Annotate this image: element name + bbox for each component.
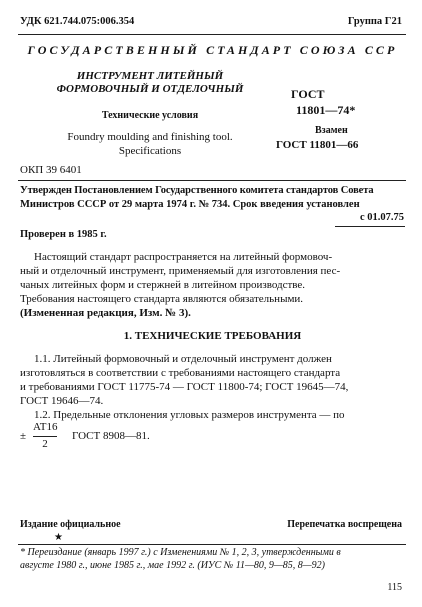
approval-date-underline (335, 226, 405, 227)
formula-reference: ГОСТ 8908—81. (72, 430, 150, 442)
approval-date: с 01.07.75 (359, 212, 404, 223)
group-code: Группа Г21 (347, 16, 402, 27)
title-block-rule (18, 180, 406, 181)
title-line-2: ФОРМОВОЧНЫЙ И ОТДЕЛОЧНЫЙ (56, 83, 244, 95)
section-p1-line-2: изготовляться в соответствии с требованиями настоящего стандарта (20, 367, 341, 379)
intro-line-2: ный и отделочный инструмент, применяемый для изготовления пес- (20, 265, 341, 277)
section-p1-line-4: ГОСТ 19646—74. (20, 395, 104, 407)
section-p1-line-1: 1.1. Литейный формовочный и отделочный инструмент должен (34, 353, 332, 365)
replaces-label: Взамен (315, 125, 348, 136)
checked-year: Проверен в 1985 г. (20, 229, 107, 240)
formula-plus-minus: ± (20, 430, 27, 442)
english-title-line-1: Foundry moulding and finishing tool. (67, 131, 233, 143)
official-edition: Издание официальное (20, 519, 121, 530)
intro-line-1: Настоящий стандарт распространяется на литейный формовоч- (34, 251, 333, 263)
page-number: 115 (387, 582, 402, 593)
english-title-line-2: Specifications (118, 145, 182, 157)
gost-label: ГОСТ (291, 87, 325, 101)
state-standard-banner: ГОСУДАРСТВЕННЫЙ СТАНДАРТ СОЮЗА ССР (27, 43, 398, 57)
approval-line-2: Министров СССР от 29 марта 1974 г. № 734. Срок введения установлен (20, 199, 360, 210)
formula-numerator: AT16 (33, 421, 58, 433)
subtitle: Технические условия (101, 110, 199, 121)
section-p2: 1.2. Предельные отклонения угловых размеров инструмента — по (34, 409, 345, 421)
formula-denominator: 2 (42, 438, 48, 450)
title-line-1: ИНСТРУМЕНТ ЛИТЕЙНЫЙ (76, 70, 224, 82)
footer-rule (18, 544, 406, 545)
replaces-value: ГОСТ 11801—66 (276, 139, 359, 151)
formula-fraction-bar (33, 436, 57, 437)
header-rule (18, 34, 406, 35)
section-p1-line-3: и требованиями ГОСТ 11775-74 — ГОСТ 11800-74; ГОСТ 19645—74, (20, 381, 349, 393)
intro-line-3: чаных литейных форм и стержней в литейном производстве. (20, 279, 306, 291)
intro-amendment: (Измененная редакция, Изм. № 3). (20, 307, 191, 319)
reprint-prohibited: Перепечатка воспрещена (287, 519, 402, 530)
approval-line-1: Утвержден Постановлением Государственного комитета стандартов Совета (20, 185, 374, 196)
intro-mandatory: Требования настоящего стандарта являются обязательными. (20, 293, 304, 305)
gost-number: 11801—74* (296, 103, 356, 117)
star-mark: ★ (54, 532, 63, 543)
section-heading: 1. ТЕХНИЧЕСКИЕ ТРЕБОВАНИЯ (123, 330, 302, 342)
udk-code: УДК 621.744.075:006.354 (20, 16, 135, 27)
reissue-note-line-2: августе 1980 г., июне 1985 г., мае 1992 г. (ИУС № 11—80, 9—85, 8—92) (20, 560, 325, 571)
reissue-note-line-1: * Переиздание (январь 1997 г.) с Изменениями № 1, 2, 3, утвержденными в (20, 547, 341, 558)
okp-code: ОКП 39 6401 (20, 164, 82, 176)
